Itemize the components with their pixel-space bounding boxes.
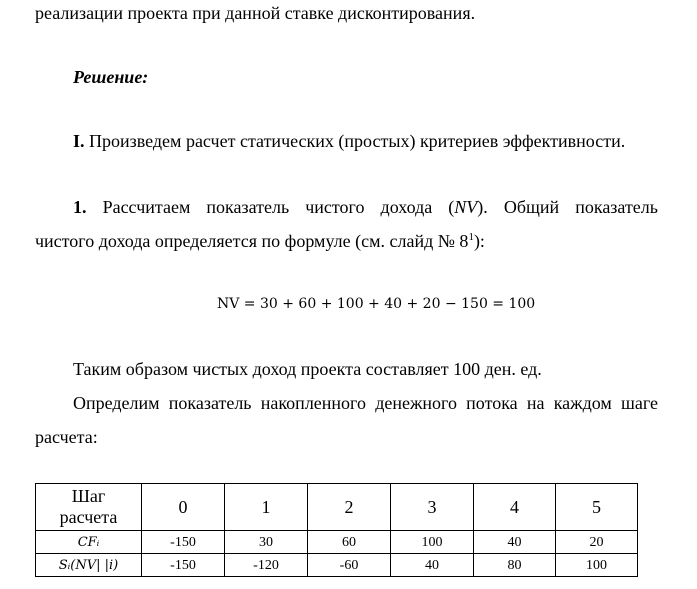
table-cell: 40 <box>391 554 474 577</box>
table-cell: 100 <box>391 531 474 554</box>
paragraph-1-line-1 <box>73 196 658 218</box>
table-cell: 30 <box>225 531 308 554</box>
header-step-cell: 4 <box>474 484 556 531</box>
nv-formula: NV = 30 + 60 + 100 + 40 + 20 − 150 = 100 <box>217 296 536 312</box>
header-step-cell: 3 <box>391 484 474 531</box>
header-step-cell: 1 <box>225 484 308 531</box>
step-number: I. <box>73 131 85 151</box>
paragraph-1-line-2 <box>35 230 485 252</box>
table-header-row <box>36 484 638 531</box>
table-cell: -60 <box>308 554 391 577</box>
header-step-cell: 5 <box>556 484 638 531</box>
p1-line2-end: ): <box>473 231 485 251</box>
table-cell: -150 <box>142 531 225 554</box>
step-text: Произведем расчет статических (простых) критериев эффективности. <box>84 131 626 151</box>
table-cell: -150 <box>142 554 225 577</box>
paragraph-3-line-2: расчета: <box>35 427 98 447</box>
cash-flow-table <box>35 483 638 577</box>
p1-text-a: Рассчитаем показатель чистого дохода ( <box>86 197 455 217</box>
table-cell: 40 <box>474 531 556 554</box>
table-cell: 60 <box>308 531 391 554</box>
item-number: 1. <box>73 197 87 217</box>
table-cell: 100 <box>556 554 638 577</box>
text-line-continuation: реализации проекта при данной ставке дисконтирования. <box>35 3 476 23</box>
paragraph-2: Таким образом чистых доход проекта составляет 100 ден. ед. <box>73 359 542 379</box>
p1-text-b: ). Общий показатель <box>477 197 658 217</box>
row-label-cf: CFᵢ <box>36 531 142 554</box>
p1-line2-text: чистого дохода определяется по формуле (см. слайд № 8 <box>35 231 469 251</box>
step-heading <box>73 130 625 152</box>
table-cell: -120 <box>225 554 308 577</box>
solution-heading: Решение: <box>73 67 149 87</box>
table-row-s <box>36 554 638 577</box>
table-cell: 20 <box>556 531 638 554</box>
footnote-ref: 1 <box>468 231 474 243</box>
table-row-cf <box>36 531 638 554</box>
paragraph-3-line-1: Определим показатель накопленного денежного потока на каждом шаге <box>73 393 658 413</box>
p1-nv: NV <box>454 197 478 217</box>
header-step-cell: 2 <box>308 484 391 531</box>
row-label-s: Sᵢ(NV| |i) <box>36 554 142 577</box>
header-step-cell: 0 <box>142 484 225 531</box>
table-cell: 80 <box>474 554 556 577</box>
header-label-cell: Шаг расчета <box>36 484 142 531</box>
